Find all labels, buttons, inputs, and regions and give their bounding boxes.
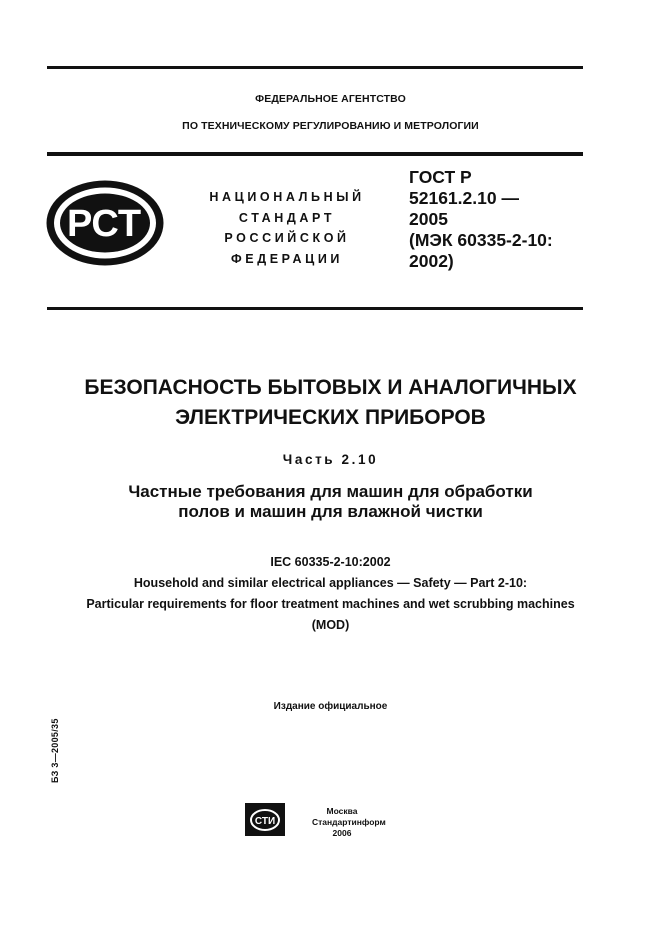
top-rule	[47, 66, 583, 69]
iec-reference	[0, 552, 661, 636]
document-title	[0, 373, 661, 433]
header-rule	[47, 152, 583, 156]
iec-mod: (MOD)	[311, 618, 350, 632]
iec-title-line1: Household and similar electrical appliances — Safety — Part 2-10:	[133, 576, 528, 590]
edition-label: Издание официальное	[273, 701, 388, 712]
subtitle-line1: Частные требования для машин для обработки	[128, 482, 533, 501]
standartinform-logo-icon	[245, 803, 285, 836]
standard-type-line2: СТАНДАРТ	[238, 210, 336, 225]
designation-line4: (МЭК 60335-2-10:	[409, 230, 553, 250]
document-subtitle	[0, 482, 661, 522]
side-code: БЗ 3—2005/35	[50, 718, 60, 783]
standard-type-line3: РОССИЙСКОЙ	[224, 231, 350, 245]
publisher-name: Стандартинформ	[312, 817, 386, 827]
publisher-info	[312, 806, 386, 839]
designation-rule	[47, 307, 583, 310]
standard-type-line4: ФЕДЕРАЦИИ	[230, 251, 343, 266]
agency-name-line2: ПО ТЕХНИЧЕСКОМУ РЕГУЛИРОВАНИЮ И МЕТРОЛОГИИ	[182, 120, 479, 132]
agency-name-line1: ФЕДЕРАЛЬНОЕ АГЕНТСТВО	[255, 93, 406, 105]
title-line1: БЕЗОПАСНОСТЬ БЫТОВЫХ И АНАЛОГИЧНЫХ	[84, 376, 577, 399]
iec-title-line2: Particular requirements for floor treatment machines and wet scrubbing machines	[86, 597, 575, 611]
designation-line3: 2005	[409, 209, 448, 229]
publisher-city: Москва	[326, 806, 358, 816]
gost-designation	[409, 167, 589, 272]
title-line2: ЭЛЕКТРИЧЕСКИХ ПРИБОРОВ	[175, 406, 486, 429]
publisher-logo-letters: СТИ	[254, 816, 276, 827]
designation-line2: 52161.2.10 —	[409, 188, 519, 208]
designation-line5: 2002)	[409, 251, 454, 271]
gost-logo-letters: РСТ	[66, 203, 142, 245]
subtitle-line2: полов и машин для влажной чистки	[178, 502, 483, 521]
standard-type-line1: НАЦИОНАЛЬНЫЙ	[209, 190, 365, 204]
national-standard-label	[196, 187, 378, 269]
designation-line1: ГОСТ Р	[409, 167, 472, 187]
gost-r-logo-icon	[44, 178, 166, 268]
publisher-year: 2006	[332, 828, 352, 838]
iec-code: IEC 60335-2-10:2002	[270, 555, 391, 569]
part-label: Часть 2.10	[282, 452, 379, 467]
